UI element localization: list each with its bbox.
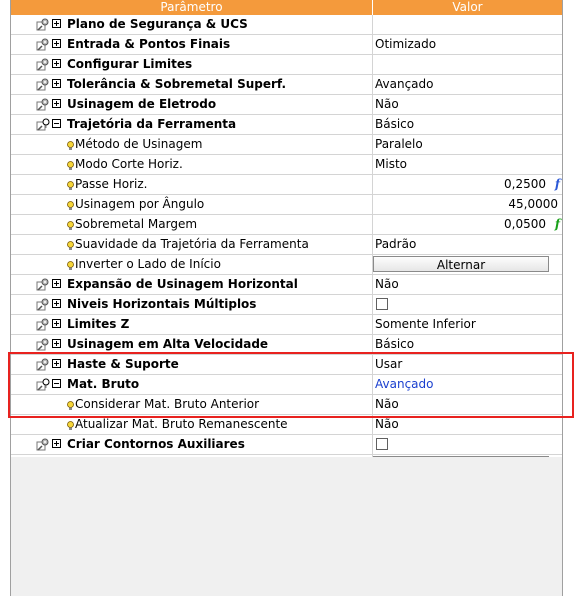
value-text: Avançado [375,377,434,391]
value-text: Básico [375,337,415,351]
gear-icon [36,58,50,71]
value-text: Usar [375,357,403,371]
value-cell[interactable] [373,175,562,194]
parameter-row[interactable] [11,215,562,235]
gear-icon [36,338,50,351]
bulb-icon [66,240,75,250]
parameter-row[interactable] [11,35,562,55]
value-cell[interactable] [373,315,562,334]
parameter-cell [11,375,373,394]
value-text [373,57,375,71]
parameter-cell [11,175,373,194]
gear-icon [36,298,50,311]
parameter-row[interactable] [11,255,562,275]
parameter-row[interactable] [11,195,562,215]
parameter-cell [11,15,373,34]
parameter-label: Entrada & Pontos Finais [67,37,231,51]
value-cell[interactable] [373,335,562,354]
parameter-cell [11,215,373,234]
expand-icon[interactable] [52,19,61,28]
parameter-label: Expansão de Usinagem Horizontal [67,277,298,291]
parameter-row[interactable] [11,235,562,255]
parameter-cell [11,435,373,454]
value-cell[interactable] [373,215,562,234]
parameter-grid [10,0,563,596]
parameter-cell [11,275,373,294]
bulb-icon [66,260,75,270]
parameter-label: Passe Horiz. [75,177,148,191]
parameter-row[interactable] [11,55,562,75]
collapse-icon[interactable] [52,119,61,128]
parameter-label: Haste & Suporte [67,357,179,371]
parameter-label: Criar Contornos Auxiliares [67,437,245,451]
value-cell[interactable] [373,415,562,434]
bulb-icon [66,180,75,190]
value-text: Não [375,97,399,111]
parameter-label: Tolerância & Sobremetal Superf. [67,77,287,91]
value-cell[interactable] [373,375,562,394]
value-cell[interactable] [373,55,562,74]
bulb-icon [66,420,75,430]
value-text: Básico [375,117,415,131]
value-text: 45,0000 [508,197,558,211]
parameter-row[interactable] [11,155,562,175]
value-text: Avançado [375,77,434,91]
value-text: 0,2500 [504,177,546,191]
gear-icon [36,278,50,291]
parameter-label: Usinagem em Alta Velocidade [67,337,269,351]
parameter-cell [11,135,373,154]
value-text: Não [375,417,399,431]
value-cell[interactable] [373,95,562,114]
parameter-label: Usinagem de Eletrodo [67,97,217,111]
parameter-label: Trajetória da Ferramenta [67,117,237,131]
parameter-cell [11,75,373,94]
gear-icon [36,358,50,371]
parameter-cell [11,195,373,214]
parameter-row[interactable] [11,75,562,95]
value-text: Misto [375,157,407,171]
parameter-label: Inverter o Lado de Início [75,257,221,271]
value-text: 0,0500 [504,217,546,231]
value-cell[interactable] [373,115,562,134]
bulb-icon [66,400,75,410]
parameter-row[interactable] [11,175,562,195]
expand-icon[interactable] [52,359,61,368]
value-text: Não [375,277,399,291]
parameter-row[interactable] [11,275,562,295]
column-header-value[interactable]: Valor [373,0,562,16]
value-cell[interactable] [373,435,562,454]
value-cell[interactable] [373,275,562,294]
parameter-row[interactable] [11,295,562,315]
expand-icon[interactable] [52,339,61,348]
formula-icon[interactable]: f [554,217,560,231]
gear-icon [36,18,50,31]
bulb-icon [66,200,75,210]
grid-empty-area [11,457,562,596]
gear-icon [36,78,50,91]
expand-icon[interactable] [52,299,61,308]
parameter-label: Modo Corte Horiz. [75,157,183,171]
value-cell[interactable] [373,35,562,54]
parameter-cell [11,35,373,54]
parameter-cell [11,55,373,74]
value-text [373,17,375,31]
parameter-label: Suavidade da Trajetória da Ferramenta [75,237,309,251]
parameter-cell [11,295,373,314]
parameter-cell [11,95,373,114]
expand-icon[interactable] [52,439,61,448]
collapse-icon[interactable] [52,379,61,388]
parameter-row[interactable] [11,395,562,415]
gear-icon [36,438,50,451]
parameter-row[interactable] [11,315,562,335]
parameter-row[interactable] [11,135,562,155]
parameter-label: Mat. Bruto [67,377,140,391]
parameter-row[interactable] [11,95,562,115]
parameter-cell [11,115,373,134]
parameter-rows [11,15,562,475]
value-cell[interactable] [373,255,562,274]
checkbox[interactable] [376,298,388,310]
gear-bulb-icon [36,378,50,391]
parameter-cell [11,335,373,354]
expand-icon[interactable] [52,319,61,328]
value-cell[interactable] [373,295,562,314]
bulb-icon [66,140,75,150]
checkbox[interactable] [376,438,388,450]
parameter-label: Configurar Limites [67,57,193,71]
parameter-label: Limites Z [67,317,130,331]
value-text: Padrão [375,237,417,251]
expand-icon[interactable] [52,79,61,88]
parameter-row[interactable] [11,335,562,355]
parameter-label: Método de Usinagem [75,137,203,151]
parameter-cell [11,155,373,174]
value-cell[interactable] [373,355,562,374]
expand-icon[interactable] [52,279,61,288]
parameter-row[interactable] [11,375,562,395]
column-header-parameter[interactable]: Parâmetro [11,0,373,16]
expand-icon[interactable] [52,99,61,108]
parameter-cell [11,415,373,434]
gear-icon [36,38,50,51]
value-text: Não [375,397,399,411]
parameter-cell [11,255,373,274]
parameter-label: Sobremetal Margem [75,217,198,231]
parameter-label: Atualizar Mat. Bruto Remanescente [75,417,288,431]
value-cell[interactable] [373,75,562,94]
parameter-row[interactable] [11,435,562,455]
bulb-icon [66,160,75,170]
value-cell[interactable] [373,15,562,34]
parameter-cell [11,395,373,414]
value-cell[interactable] [373,155,562,174]
parameter-cell [11,355,373,374]
parameter-row[interactable] [11,115,562,135]
formula-icon[interactable]: f [554,177,560,191]
parameter-row[interactable] [11,415,562,435]
gear-icon [36,318,50,331]
value-text: Paralelo [375,137,423,151]
value-text: Otimizado [375,37,437,51]
parameter-label: Usinagem por Ângulo [75,197,205,211]
value-button[interactable]: Alternar [373,256,549,272]
parameter-label: Plano de Segurança & UCS [67,17,248,31]
value-cell[interactable] [373,195,562,214]
value-cell[interactable] [373,235,562,254]
parameter-label: Niveis Horizontais Múltiplos [67,297,257,311]
parameter-row[interactable] [11,15,562,35]
gear-icon [36,98,50,111]
parameter-label: Considerar Mat. Bruto Anterior [75,397,260,411]
bulb-icon [66,220,75,230]
value-cell[interactable] [373,135,562,154]
gear-bulb-icon [36,118,50,131]
parameter-row[interactable] [11,355,562,375]
parameter-cell [11,235,373,254]
parameter-cell [11,315,373,334]
value-cell[interactable] [373,395,562,414]
expand-icon[interactable] [52,39,61,48]
value-text: Somente Inferior [375,317,476,331]
expand-icon[interactable] [52,59,61,68]
